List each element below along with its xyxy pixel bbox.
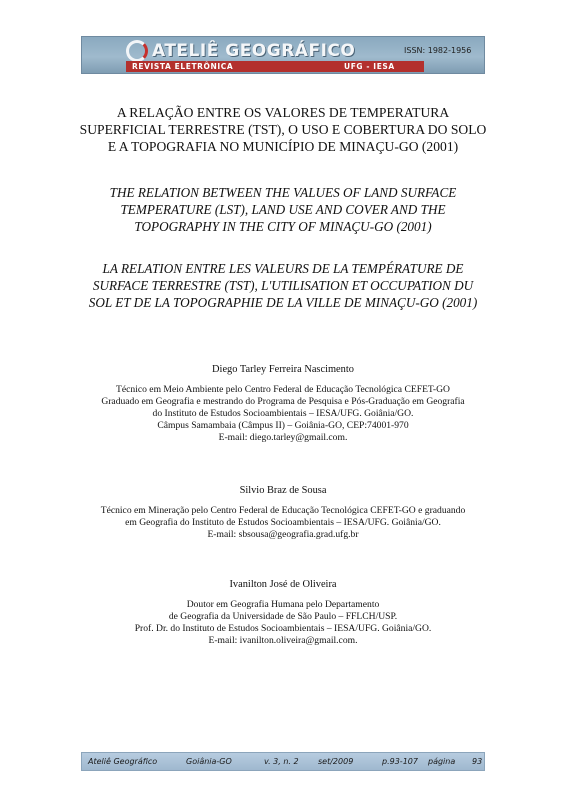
author-name: Ivanilton José de Oliveira [229, 579, 337, 590]
journal-banner [81, 36, 485, 74]
affiliation-line: Doutor em Geografia Humana pelo Departamento [186, 599, 380, 610]
author-name: Silvio Braz de Sousa [239, 485, 327, 496]
title-portuguese [60, 104, 506, 155]
affiliation-line: Prof. Dr. do Instituto de Estudos Socioambientais – IESA/UFG. Goiânia/GO. [134, 623, 432, 634]
title-line: LA RELATION ENTRE LES VALEURS DE LA TEMPÉRATURE DE [102, 261, 464, 276]
footer-city: Goiânia-GO [186, 757, 232, 766]
journal-subtitle: REVISTA ELETRÔNICA [132, 62, 234, 71]
issn: ISSN: 1982-1956 [404, 46, 472, 55]
footer-pages: p.93-107 [382, 757, 418, 766]
author-email: E-mail: sbsousa@geografia.grad.ufg.br [207, 529, 359, 540]
affiliation-line: Graduado em Geografia e mestrando do Programa de Pesquisa e Pós-Graduação em Geografia [101, 396, 465, 407]
author-email: E-mail: diego.tarley@gmail.com. [218, 432, 348, 443]
affiliation-line: Técnico em Meio Ambiente pelo Centro Federal de Educação Tecnológica CEFET-GO [116, 384, 450, 395]
title-line: SUPERFICIAL TERRESTRE (TST), O USO E COBERTURA DO SOLO [79, 122, 487, 137]
page-footer [81, 752, 485, 771]
title-line: SURFACE TERRESTRE (TST), L'UTILISATION ET OCCUPATION DU [92, 278, 474, 293]
footer-page-label: página [428, 757, 456, 766]
affiliation-line: Câmpus Samambaia (Câmpus II) – Goiânia-GO, CEP:74001-970 [157, 420, 409, 431]
title-line: A RELAÇÃO ENTRE OS VALORES DE TEMPERATURA [116, 105, 450, 120]
title-line: TEMPERATURE (LST), LAND USE AND COVER AND THE [120, 202, 446, 217]
footer-date: set/2009 [318, 757, 354, 766]
author-block [60, 578, 506, 647]
title-french [60, 260, 506, 311]
footer-journal: Ateliê Geográfico [88, 757, 158, 766]
affiliation-line: Técnico em Mineração pelo Centro Federal de Educação Tecnológica CEFET-GO e graduando [100, 505, 466, 516]
author-name: Diego Tarley Ferreira Nascimento [212, 364, 354, 375]
footer-page-number: 93 [472, 757, 483, 766]
title-line: THE RELATION BETWEEN THE VALUES OF LAND SURFACE [109, 185, 457, 200]
title-line: SOL ET DE LA TOPOGRAPHIE DE LA VILLE DE MINAÇU-GO (2001) [88, 295, 478, 310]
author-block [60, 484, 506, 541]
title-line: E A TOPOGRAFIA NO MUNICÍPIO DE MINAÇU-GO (2001) [107, 139, 459, 154]
journal-institution: UFG - IESA [344, 62, 395, 71]
globe-logo-icon [126, 40, 148, 62]
affiliation-line: de Geografia da Universidade de São Paulo – FFLCH/USP. [168, 611, 398, 622]
footer-volume: v. 3, n. 2 [264, 757, 299, 766]
affiliation-line: em Geografia do Instituto de Estudos Socioambientais – IESA/UFG. Goiânia/GO. [125, 517, 441, 528]
journal-title: ATELIÊ GEOGRÁFICO [152, 41, 356, 61]
title-english [60, 184, 506, 235]
title-line: TOPOGRAPHY IN THE CITY OF MINAÇU-GO (2001) [134, 219, 432, 234]
author-block [60, 363, 506, 444]
affiliation-line: do Instituto de Estudos Socioambientais – IESA/UFG. Goiânia/GO. [152, 408, 414, 419]
author-email: E-mail: ivanilton.oliveira@gmail.com. [208, 635, 358, 646]
